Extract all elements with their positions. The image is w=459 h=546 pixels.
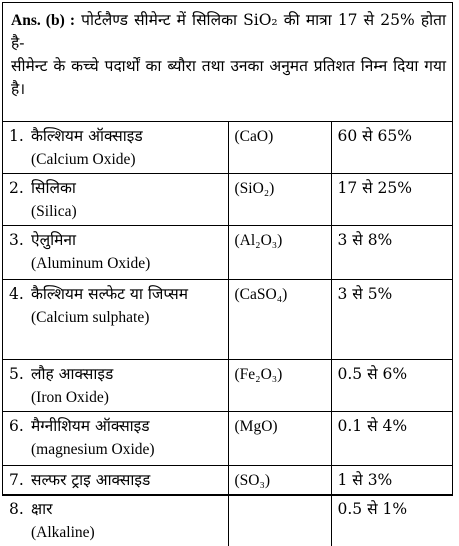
row-number: 3. — [9, 229, 31, 252]
formula-cell: (Al₂O₃) — [228, 226, 331, 280]
table-row — [3, 122, 452, 174]
row-number: 4. — [9, 283, 31, 306]
compound-name-hindi: मैग्नीशियम ऑक्साइड — [31, 417, 150, 435]
composition-rows — [3, 122, 452, 546]
composition-table — [3, 121, 452, 546]
compound-name-english: (Calcium sulphate) — [9, 306, 222, 329]
formula-cell: (SO₃) — [228, 466, 331, 495]
percent-cell: 0.5 से 1% — [331, 495, 452, 546]
formula-cell: (CaSO₄) — [228, 280, 331, 360]
formula-cell: (SiO₂) — [228, 174, 331, 226]
percent-cell: 17 से 25% — [331, 174, 452, 226]
formula-cell: (Fe₂O₃) — [228, 360, 331, 412]
table-row — [3, 174, 452, 226]
row-number: 1. — [9, 125, 31, 148]
table-row — [3, 466, 452, 495]
table-row — [3, 412, 452, 466]
answer-line-2: सीमेन्ट के कच्चे पदार्थों का ब्यौरा तथा उनका अनुमत प्रतिशत निम्न दिया गया है। — [11, 55, 446, 101]
percent-cell: 0.1 से 4% — [331, 412, 452, 466]
compound-name-english: (Silica) — [9, 200, 222, 223]
formula-cell: (CaO) — [228, 122, 331, 174]
compound-name-cell — [3, 226, 228, 280]
compound-name-english: (Calcium Oxide) — [9, 148, 222, 171]
row-number: 2. — [9, 177, 31, 200]
row-number: 8. — [9, 498, 31, 521]
compound-name-cell — [3, 280, 228, 360]
percent-cell: 3 से 8% — [331, 226, 452, 280]
compound-name-hindi: सिलिका — [31, 179, 76, 197]
compound-name-hindi: कैल्शियम सल्फेट या जिप्सम — [31, 285, 188, 303]
compound-name-hindi: लौह आक्साइड — [31, 365, 113, 383]
compound-name-cell — [3, 174, 228, 226]
percent-cell: 3 से 5% — [331, 280, 452, 360]
table-row — [3, 226, 452, 280]
answer-box — [2, 2, 453, 496]
compound-name-hindi: क्षार — [31, 500, 52, 518]
compound-name-hindi: कैल्शियम ऑक्साइड — [31, 127, 143, 145]
compound-name-cell — [3, 466, 228, 495]
clipped-next-line — [4, 498, 459, 508]
answer-label: Ans. (b) : — [11, 12, 75, 29]
percent-cell: 1 से 3% — [331, 466, 452, 495]
answer-statement — [11, 9, 446, 55]
compound-name-english: (Alkaline) — [9, 521, 222, 544]
table-row — [3, 280, 452, 360]
answer-line-1: पोर्टलैण्ड सीमेन्ट में सिलिका SiO₂ की मात्रा 17 से 25% होता है- — [11, 11, 446, 52]
percent-cell: 0.5 से 6% — [331, 360, 452, 412]
compound-name-hindi: सल्फर ट्राइ आक्साइड — [31, 471, 150, 489]
formula-cell: (MgO) — [228, 412, 331, 466]
compound-name-english: (Aluminum Oxide) — [9, 252, 222, 275]
compound-name-cell — [3, 412, 228, 466]
answer-intro — [3, 3, 452, 121]
row-number: 5. — [9, 363, 31, 386]
compound-name-english: (Iron Oxide) — [9, 386, 222, 409]
table-row — [3, 360, 452, 412]
row-number: 7. — [9, 469, 31, 492]
compound-name-cell — [3, 360, 228, 412]
compound-name-hindi: ऐलुमिना — [31, 231, 76, 249]
percent-cell: 60 से 65% — [331, 122, 452, 174]
compound-name-english: (magnesium Oxide) — [9, 438, 222, 461]
row-number: 6. — [9, 415, 31, 438]
compound-name-cell — [3, 122, 228, 174]
